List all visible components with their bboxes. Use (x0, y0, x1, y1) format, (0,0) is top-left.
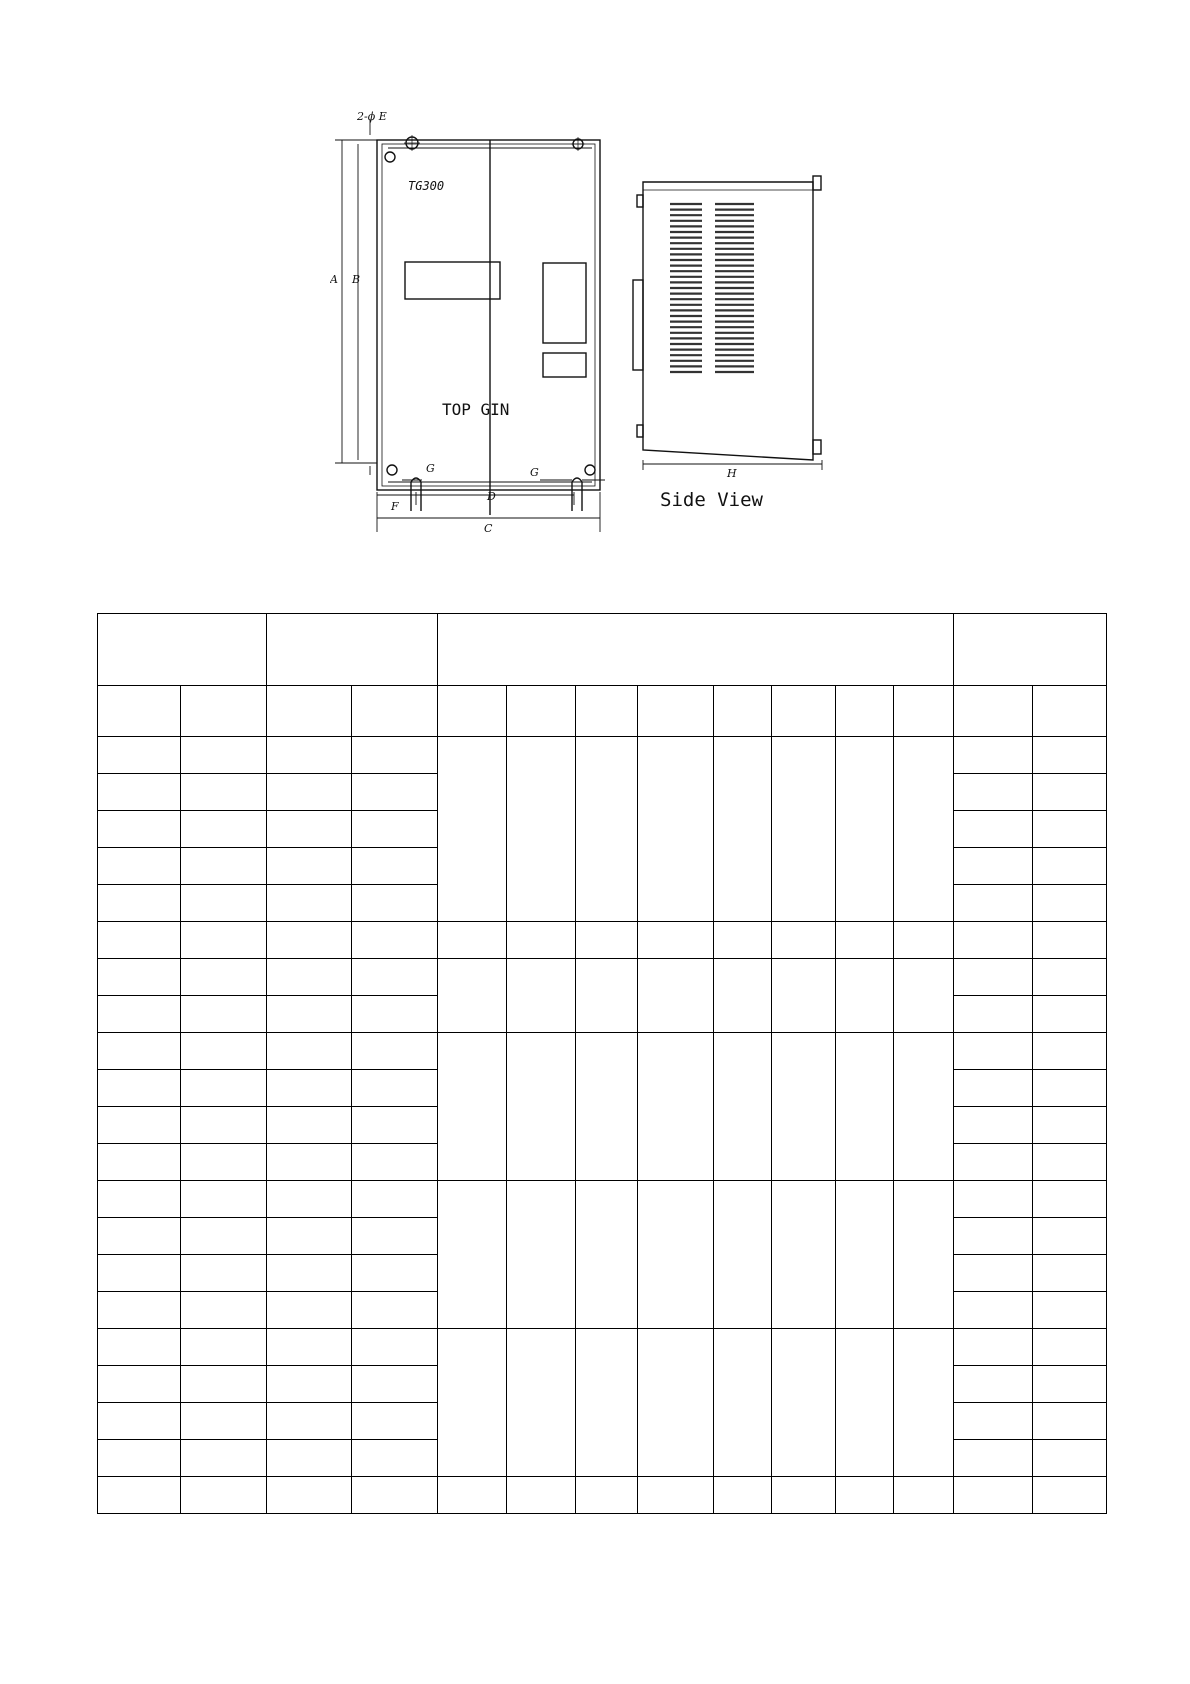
group-header-cell (438, 614, 954, 686)
table-cell (181, 1440, 267, 1477)
table-cell (181, 811, 267, 848)
table-cell (267, 1218, 352, 1255)
table-cell (267, 996, 352, 1033)
dimension-cell (772, 959, 836, 1033)
dimension-cell (507, 1033, 576, 1181)
dimension-cell (836, 737, 894, 922)
table-row (98, 1477, 1107, 1514)
table-row (98, 737, 1107, 774)
dimension-cell (772, 1033, 836, 1181)
table-cell (954, 1070, 1033, 1107)
table-cell (954, 1033, 1033, 1070)
table-cell (181, 1366, 267, 1403)
table-cell (438, 1477, 507, 1514)
table-cell (836, 1477, 894, 1514)
table-cell (98, 811, 181, 848)
table-cell (352, 811, 438, 848)
table-cell (954, 1107, 1033, 1144)
table-cell (267, 1477, 352, 1514)
table-sub-header (98, 686, 1107, 737)
table-cell (714, 1477, 772, 1514)
table-cell (1033, 737, 1107, 774)
table-cell (267, 1144, 352, 1181)
table-cell (98, 1070, 181, 1107)
dimension-cell (438, 737, 507, 922)
table-cell (267, 1292, 352, 1329)
table-cell (98, 774, 181, 811)
table-cell (954, 1329, 1033, 1366)
table-cell (181, 885, 267, 922)
sub-header-cell (507, 686, 576, 737)
table-cell (181, 1144, 267, 1181)
table-cell (1033, 1107, 1107, 1144)
table-cell (352, 1292, 438, 1329)
table-cell (181, 1403, 267, 1440)
sub-header-cell (352, 686, 438, 737)
table-cell (954, 1366, 1033, 1403)
table-cell (1033, 1403, 1107, 1440)
table-cell (1033, 1292, 1107, 1329)
table-cell (954, 1144, 1033, 1181)
dimension-cell (714, 1033, 772, 1181)
dimension-cell (438, 1181, 507, 1329)
dim-label-g-left: G (426, 462, 435, 475)
dimension-cell (576, 1181, 638, 1329)
table-cell (954, 1477, 1033, 1514)
table-cell (772, 1477, 836, 1514)
indicator-window (543, 353, 586, 377)
model-label: TG300 (408, 179, 445, 193)
table-cell (98, 1181, 181, 1218)
table-row (98, 1181, 1107, 1218)
table-cell (352, 1477, 438, 1514)
table-cell (576, 1477, 638, 1514)
table-cell (638, 1477, 714, 1514)
table-group-header (98, 614, 1107, 686)
table-cell (1033, 1218, 1107, 1255)
table-cell (267, 1403, 352, 1440)
table-cell (352, 1144, 438, 1181)
hole-top-left (385, 152, 395, 162)
table-cell (181, 996, 267, 1033)
table-cell (1033, 1477, 1107, 1514)
dimension-cell (836, 1181, 894, 1329)
hole-bottom-right (585, 465, 595, 475)
table-cell (954, 737, 1033, 774)
dimension-cell (638, 737, 714, 922)
table-cell (352, 1181, 438, 1218)
dimension-cell (507, 1329, 576, 1477)
table-cell (267, 1107, 352, 1144)
table-cell (1033, 1329, 1107, 1366)
table-cell (1033, 1440, 1107, 1477)
table-row (98, 1033, 1107, 1070)
dimension-cell (836, 922, 894, 959)
table-cell (954, 1255, 1033, 1292)
table-cell (98, 1033, 181, 1070)
table-cell (1033, 1070, 1107, 1107)
dim-label-b: B (352, 273, 361, 286)
sub-header-cell (772, 686, 836, 737)
sub-header-cell (954, 686, 1033, 737)
table-cell (267, 922, 352, 959)
table-cell (267, 737, 352, 774)
dimension-cell (836, 1033, 894, 1181)
dimension-cell (438, 1329, 507, 1477)
sub-header-cell (638, 686, 714, 737)
dimension-cell (638, 1033, 714, 1181)
side-view-caption: Side View (660, 489, 763, 511)
dimension-cell (507, 922, 576, 959)
dimension-cell (714, 1329, 772, 1477)
dimension-cell (894, 922, 954, 959)
table-cell (181, 1218, 267, 1255)
front-enclosure-inner (382, 144, 595, 486)
table-cell (267, 848, 352, 885)
dimension-cell (638, 959, 714, 1033)
hole-bottom-left (387, 465, 397, 475)
table-cell (954, 885, 1033, 922)
table-cell (954, 811, 1033, 848)
table-cell (954, 1181, 1033, 1218)
table-cell (1033, 922, 1107, 959)
dimension-cell (894, 1181, 954, 1329)
table-cell (954, 774, 1033, 811)
sub-header-cell (98, 686, 181, 737)
table-cell (98, 922, 181, 959)
table-cell (954, 996, 1033, 1033)
slot-right (572, 478, 582, 511)
table-cell (1033, 1181, 1107, 1218)
table-cell (352, 922, 438, 959)
table-cell (352, 1366, 438, 1403)
dimension-cell (507, 1181, 576, 1329)
dimension-cell (576, 959, 638, 1033)
table-cell (267, 811, 352, 848)
dimension-cell (507, 737, 576, 922)
sub-header-cell (714, 686, 772, 737)
table-cell (267, 1366, 352, 1403)
dimension-cell (638, 1329, 714, 1477)
table-cell (1033, 848, 1107, 885)
group-header-cell (267, 614, 438, 686)
table-cell (98, 1107, 181, 1144)
dimension-cell (638, 922, 714, 959)
table-cell (98, 885, 181, 922)
sub-header-cell (267, 686, 352, 737)
table-cell (98, 737, 181, 774)
dim-label-a: A (330, 273, 338, 286)
mount-hole-label: 2-ϕ E (357, 110, 387, 123)
dim-label-d: D (487, 490, 496, 503)
table-cell (954, 848, 1033, 885)
table-row (98, 959, 1107, 996)
brand-label: TOP GIN (442, 400, 510, 419)
table-cell (352, 1033, 438, 1070)
table-cell (267, 1033, 352, 1070)
sub-header-cell (836, 686, 894, 737)
table-cell (267, 1070, 352, 1107)
dimension-cell (714, 1181, 772, 1329)
table-cell (267, 774, 352, 811)
sub-header-cell (438, 686, 507, 737)
table-row (98, 922, 1107, 959)
keypad-window (543, 263, 586, 343)
sub-header-cell (894, 686, 954, 737)
table-cell (352, 1403, 438, 1440)
table-cell (1033, 1255, 1107, 1292)
table-cell (98, 1477, 181, 1514)
table-cell (181, 1070, 267, 1107)
dimension-cell (576, 1033, 638, 1181)
table-cell (1033, 1033, 1107, 1070)
table-cell (267, 959, 352, 996)
table-cell (954, 922, 1033, 959)
group-header-cell (98, 614, 267, 686)
table-cell (98, 1366, 181, 1403)
dim-label-h: H (727, 467, 737, 480)
table-cell (267, 1329, 352, 1366)
table-cell (352, 1255, 438, 1292)
display-window (405, 262, 500, 299)
table-cell (98, 1403, 181, 1440)
table-cell (352, 1218, 438, 1255)
table-cell (98, 996, 181, 1033)
table-cell (352, 1070, 438, 1107)
table-cell (352, 959, 438, 996)
table-cell (352, 885, 438, 922)
table-cell (1033, 1144, 1107, 1181)
table-cell (181, 1477, 267, 1514)
table-row (98, 1329, 1107, 1366)
dimension-cell (438, 922, 507, 959)
dimension-cell (576, 737, 638, 922)
table-cell (1033, 774, 1107, 811)
table-cell (181, 1033, 267, 1070)
sub-header-cell (181, 686, 267, 737)
sub-header-cell (1033, 686, 1107, 737)
table-cell (181, 1255, 267, 1292)
dim-label-g-right: G (530, 466, 539, 479)
table-cell (267, 885, 352, 922)
table-cell (181, 922, 267, 959)
dimension-cell (894, 1329, 954, 1477)
dimension-lines (335, 120, 605, 532)
table-cell (181, 1292, 267, 1329)
table-cell (954, 1403, 1033, 1440)
table-cell (181, 1181, 267, 1218)
table-cell (352, 1329, 438, 1366)
table-cell (954, 1292, 1033, 1329)
table-cell (98, 1255, 181, 1292)
table-cell (98, 1144, 181, 1181)
dimension-cell (638, 1181, 714, 1329)
table-cell (352, 1107, 438, 1144)
table-cell (98, 1440, 181, 1477)
dimension-cell (576, 922, 638, 959)
dimension-cell (576, 1329, 638, 1477)
table-cell (267, 1255, 352, 1292)
table-cell (507, 1477, 576, 1514)
table-cell (267, 1440, 352, 1477)
table-cell (181, 737, 267, 774)
table-cell (98, 959, 181, 996)
table-cell (352, 848, 438, 885)
dimension-cell (772, 922, 836, 959)
dimension-cell (894, 959, 954, 1033)
sub-header-cell (576, 686, 638, 737)
table-cell (1033, 959, 1107, 996)
table-cell (894, 1477, 954, 1514)
dimension-cell (836, 959, 894, 1033)
dimension-drawing (330, 100, 890, 580)
dimension-cell (772, 1329, 836, 1477)
table-cell (1033, 1366, 1107, 1403)
dimension-cell (836, 1329, 894, 1477)
table-cell (98, 1218, 181, 1255)
table-cell (352, 774, 438, 811)
table-cell (1033, 811, 1107, 848)
dimension-cell (714, 922, 772, 959)
dimension-cell (714, 959, 772, 1033)
table-cell (954, 959, 1033, 996)
table-cell (181, 1329, 267, 1366)
table-cell (181, 1107, 267, 1144)
table-cell (181, 959, 267, 996)
dimension-spec-table (97, 613, 1107, 1514)
table-cell (954, 1440, 1033, 1477)
dim-label-f: F (391, 500, 399, 513)
table-cell (352, 1440, 438, 1477)
dimension-cell (894, 1033, 954, 1181)
dimension-cell (772, 737, 836, 922)
table-cell (1033, 996, 1107, 1033)
dim-label-c: C (484, 522, 493, 535)
dimension-cell (438, 1033, 507, 1181)
table-cell (267, 1181, 352, 1218)
ventilation-grille (670, 204, 754, 372)
table-cell (1033, 885, 1107, 922)
table-cell (98, 1329, 181, 1366)
table-cell (98, 848, 181, 885)
table-cell (954, 1218, 1033, 1255)
group-header-cell (954, 614, 1107, 686)
table-cell (181, 848, 267, 885)
dimension-cell (714, 737, 772, 922)
table-cell (352, 996, 438, 1033)
dimension-cell (772, 1181, 836, 1329)
table-cell (98, 1292, 181, 1329)
dimension-cell (438, 959, 507, 1033)
dimension-cell (507, 959, 576, 1033)
table-cell (181, 774, 267, 811)
table-cell (352, 737, 438, 774)
dimension-cell (894, 737, 954, 922)
